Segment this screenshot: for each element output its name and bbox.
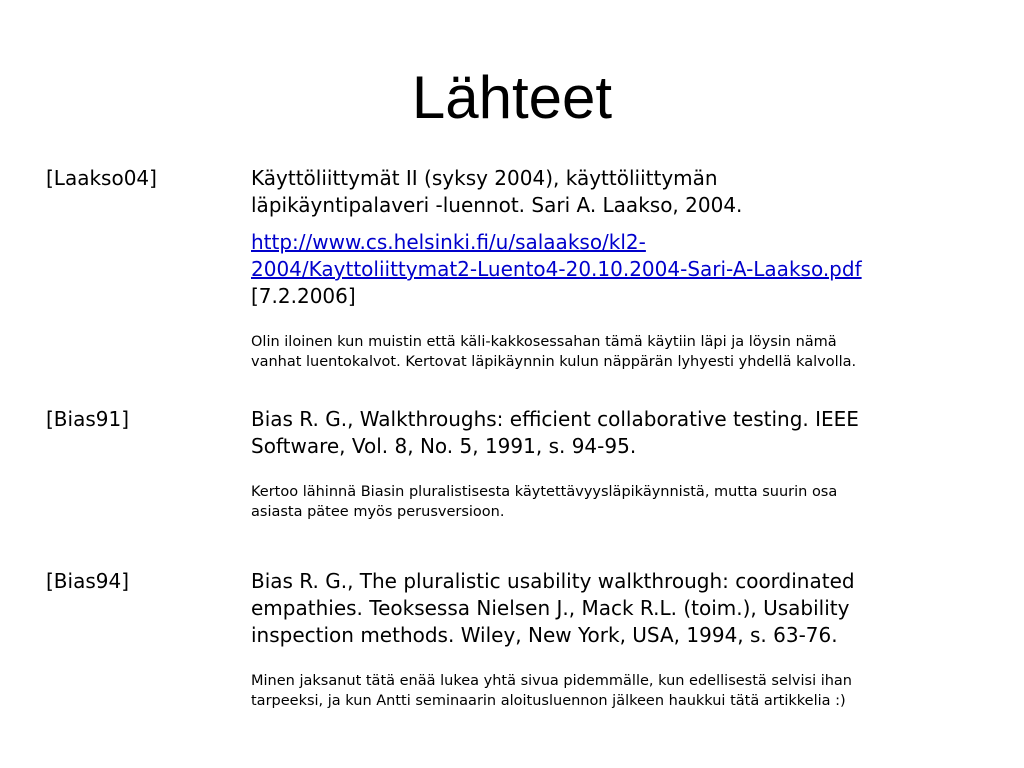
citation-line: Software, Vol. 8, No. 5, 1991, s. 94-95. (251, 434, 637, 458)
url-line: 2004/Kayttoliittymat2-Luento4-20.10.2004-Sari-A-Laakso.pdf (251, 257, 862, 281)
reference-link-block (251, 229, 976, 310)
citation-line: läpikäyntipalaveri -luennot. Sari A. Laakso, 2004. (251, 193, 743, 217)
reference-citation (251, 165, 976, 219)
note-line: asiasta pätee myös perusversioon. (251, 504, 505, 520)
reference-body (251, 406, 976, 522)
reference-body (251, 165, 976, 372)
citation-line: Bias R. G., Walkthroughs: efficient collaborative testing. IEEE (251, 407, 859, 431)
reference-key: [Bias91] (46, 407, 130, 431)
reference-citation (251, 406, 976, 460)
note-line: Olin iloinen kun muistin että käli-kakkosessahan tämä käytiin läpi ja löysin nämä (251, 334, 837, 350)
citation-line: Käyttöliittymät II (syksy 2004), käyttöliittymän (251, 166, 718, 190)
note-line: vanhat luentokalvot. Kertovat läpikäynnin kulun näppärän lyhyesti yhdellä kalvolla. (251, 354, 857, 370)
citation-line: Bias R. G., The pluralistic usability walkthrough: coordinated (251, 569, 855, 593)
reference-note (251, 332, 976, 372)
reference-url-link[interactable] (251, 230, 862, 281)
reference-key: [Laakso04] (46, 166, 157, 190)
note-line: tarpeeksi, ja kun Antti seminaarin aloitusluennon jälkeen haukkui tätä artikkelia :) (251, 693, 846, 709)
citation-line: empathies. Teoksessa Nielsen J., Mack R.L. (toim.), Usability (251, 596, 850, 620)
reference-key: [Bias94] (46, 569, 130, 593)
reference-note (251, 671, 976, 711)
reference-citation (251, 568, 976, 649)
note-line: Kertoo lähinnä Biasin pluralistisesta käytettävyysläpikäynnistä, mutta suurin osa (251, 484, 838, 500)
reference-note (251, 482, 976, 522)
url-line: http://www.cs.helsinki.fi/u/salaakso/kl2- (251, 230, 646, 254)
note-line: Minen jaksanut tätä enää lukea yhtä sivua pidemmälle, kun edellisestä selvisi ihan (251, 673, 852, 689)
accessed-date: [7.2.2006] (251, 284, 356, 308)
slide-title: Lähteet (411, 64, 613, 131)
citation-line: inspection methods. Wiley, New York, USA, 1994, s. 63-76. (251, 623, 838, 647)
reference-body (251, 568, 976, 711)
